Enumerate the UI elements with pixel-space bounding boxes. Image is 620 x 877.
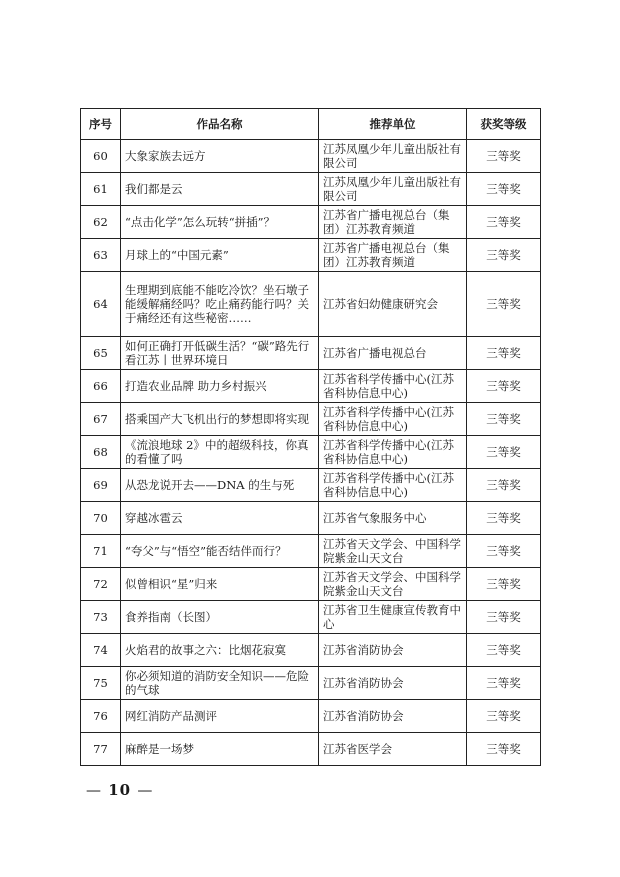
row-number: 68 (81, 436, 121, 469)
row-number: 67 (81, 403, 121, 436)
row-number: 63 (81, 239, 121, 272)
row-number: 73 (81, 601, 121, 634)
table-row (81, 403, 541, 436)
page-footer (86, 781, 153, 799)
table-row (81, 436, 541, 469)
row-number: 70 (81, 502, 121, 535)
row-title: 大象家族去远方 (121, 140, 319, 173)
row-award: 三等奖 (467, 436, 541, 469)
row-title: 《流浪地球 2》中的超级科技，你真的看懂了吗 (121, 436, 319, 469)
row-unit: 江苏凤凰少年儿童出版社有限公司 (319, 140, 467, 173)
table-row (81, 667, 541, 700)
row-award: 三等奖 (467, 370, 541, 403)
row-award: 三等奖 (467, 173, 541, 206)
row-award: 三等奖 (467, 239, 541, 272)
row-number: 69 (81, 469, 121, 502)
footer-dash-left: — (86, 781, 102, 799)
row-unit: 江苏省科学传播中心(江苏省科协信息中心) (319, 469, 467, 502)
row-award: 三等奖 (467, 140, 541, 173)
table-row (81, 634, 541, 667)
table-row (81, 733, 541, 766)
row-number: 64 (81, 272, 121, 337)
footer-dash-right: — (137, 781, 154, 799)
row-title: 如何正确打开低碳生活？“碳”路先行看江苏丨世界环境日 (121, 337, 319, 370)
table-row (81, 601, 541, 634)
row-number: 74 (81, 634, 121, 667)
row-award: 三等奖 (467, 667, 541, 700)
row-unit: 江苏省消防协会 (319, 700, 467, 733)
table-row (81, 535, 541, 568)
row-title: 麻醉是一场梦 (121, 733, 319, 766)
row-award: 三等奖 (467, 469, 541, 502)
table-row (81, 337, 541, 370)
row-award: 三等奖 (467, 272, 541, 337)
row-award: 三等奖 (467, 403, 541, 436)
row-unit: 江苏省广播电视总台（集团）江苏教育频道 (319, 239, 467, 272)
row-unit: 江苏省广播电视总台 (319, 337, 467, 370)
row-award: 三等奖 (467, 206, 541, 239)
row-unit: 江苏省科学传播中心(江苏省科协信息中心) (319, 403, 467, 436)
table-row (81, 140, 541, 173)
row-title: 我们都是云 (121, 173, 319, 206)
row-unit: 江苏省天文学会、中国科学院紫金山天文台 (319, 535, 467, 568)
row-number: 77 (81, 733, 121, 766)
row-number: 71 (81, 535, 121, 568)
row-title: 火焰君的故事之六：比烟花寂寞 (121, 634, 319, 667)
row-title: 打造农业品牌 助力乡村振兴 (121, 370, 319, 403)
row-title: 搭乘国产大飞机出行的梦想即将实现 (121, 403, 319, 436)
table-row (81, 173, 541, 206)
table-row (81, 502, 541, 535)
row-title: 食养指南（长图） (121, 601, 319, 634)
table-row (81, 700, 541, 733)
row-number: 76 (81, 700, 121, 733)
row-title: “夸父”与“悟空”能否结伴而行？ (121, 535, 319, 568)
row-award: 三等奖 (467, 535, 541, 568)
row-unit: 江苏凤凰少年儿童出版社有限公司 (319, 173, 467, 206)
table-row (81, 272, 541, 337)
row-title: 月球上的“中国元素” (121, 239, 319, 272)
row-unit: 江苏省广播电视总台（集团）江苏教育频道 (319, 206, 467, 239)
row-award: 三等奖 (467, 601, 541, 634)
table-header-row (81, 109, 541, 140)
row-number: 60 (81, 140, 121, 173)
row-number: 66 (81, 370, 121, 403)
row-unit: 江苏省消防协会 (319, 667, 467, 700)
row-unit: 江苏省妇幼健康研究会 (319, 272, 467, 337)
row-unit: 江苏省气象服务中心 (319, 502, 467, 535)
row-award: 三等奖 (467, 568, 541, 601)
header-award: 获奖等级 (467, 109, 541, 140)
row-unit: 江苏省科学传播中心(江苏省科协信息中心) (319, 370, 467, 403)
header-title: 作品名称 (121, 109, 319, 140)
row-award: 三等奖 (467, 700, 541, 733)
row-unit: 江苏省消防协会 (319, 634, 467, 667)
row-unit: 江苏省科学传播中心(江苏省科协信息中心) (319, 436, 467, 469)
row-number: 72 (81, 568, 121, 601)
row-number: 75 (81, 667, 121, 700)
row-number: 62 (81, 206, 121, 239)
header-number: 序号 (81, 109, 121, 140)
awards-table (80, 108, 541, 766)
table-row (81, 239, 541, 272)
row-title: 生理期到底能不能吃冷饮？坐石墩子能缓解痛经吗？吃止痛药能行吗？关于痛经还有这些秘密…… (121, 272, 319, 337)
row-title: 网红消防产品测评 (121, 700, 319, 733)
table-row (81, 568, 541, 601)
page-number: 10 (108, 781, 132, 799)
row-number: 65 (81, 337, 121, 370)
table-row (81, 206, 541, 239)
row-title: 从恐龙说开去——DNA 的生与死 (121, 469, 319, 502)
table-row (81, 370, 541, 403)
row-unit: 江苏省天文学会、中国科学院紫金山天文台 (319, 568, 467, 601)
row-title: “点击化学”怎么玩转“拼插”？ (121, 206, 319, 239)
row-title: 似曾相识“星”归来 (121, 568, 319, 601)
header-unit: 推荐单位 (319, 109, 467, 140)
row-title: 穿越冰雹云 (121, 502, 319, 535)
row-unit: 江苏省卫生健康宣传教育中心 (319, 601, 467, 634)
row-number: 61 (81, 173, 121, 206)
row-title: 你必须知道的消防安全知识——危险的气球 (121, 667, 319, 700)
row-award: 三等奖 (467, 337, 541, 370)
row-award: 三等奖 (467, 502, 541, 535)
row-award: 三等奖 (467, 733, 541, 766)
table-row (81, 469, 541, 502)
row-award: 三等奖 (467, 634, 541, 667)
row-unit: 江苏省医学会 (319, 733, 467, 766)
